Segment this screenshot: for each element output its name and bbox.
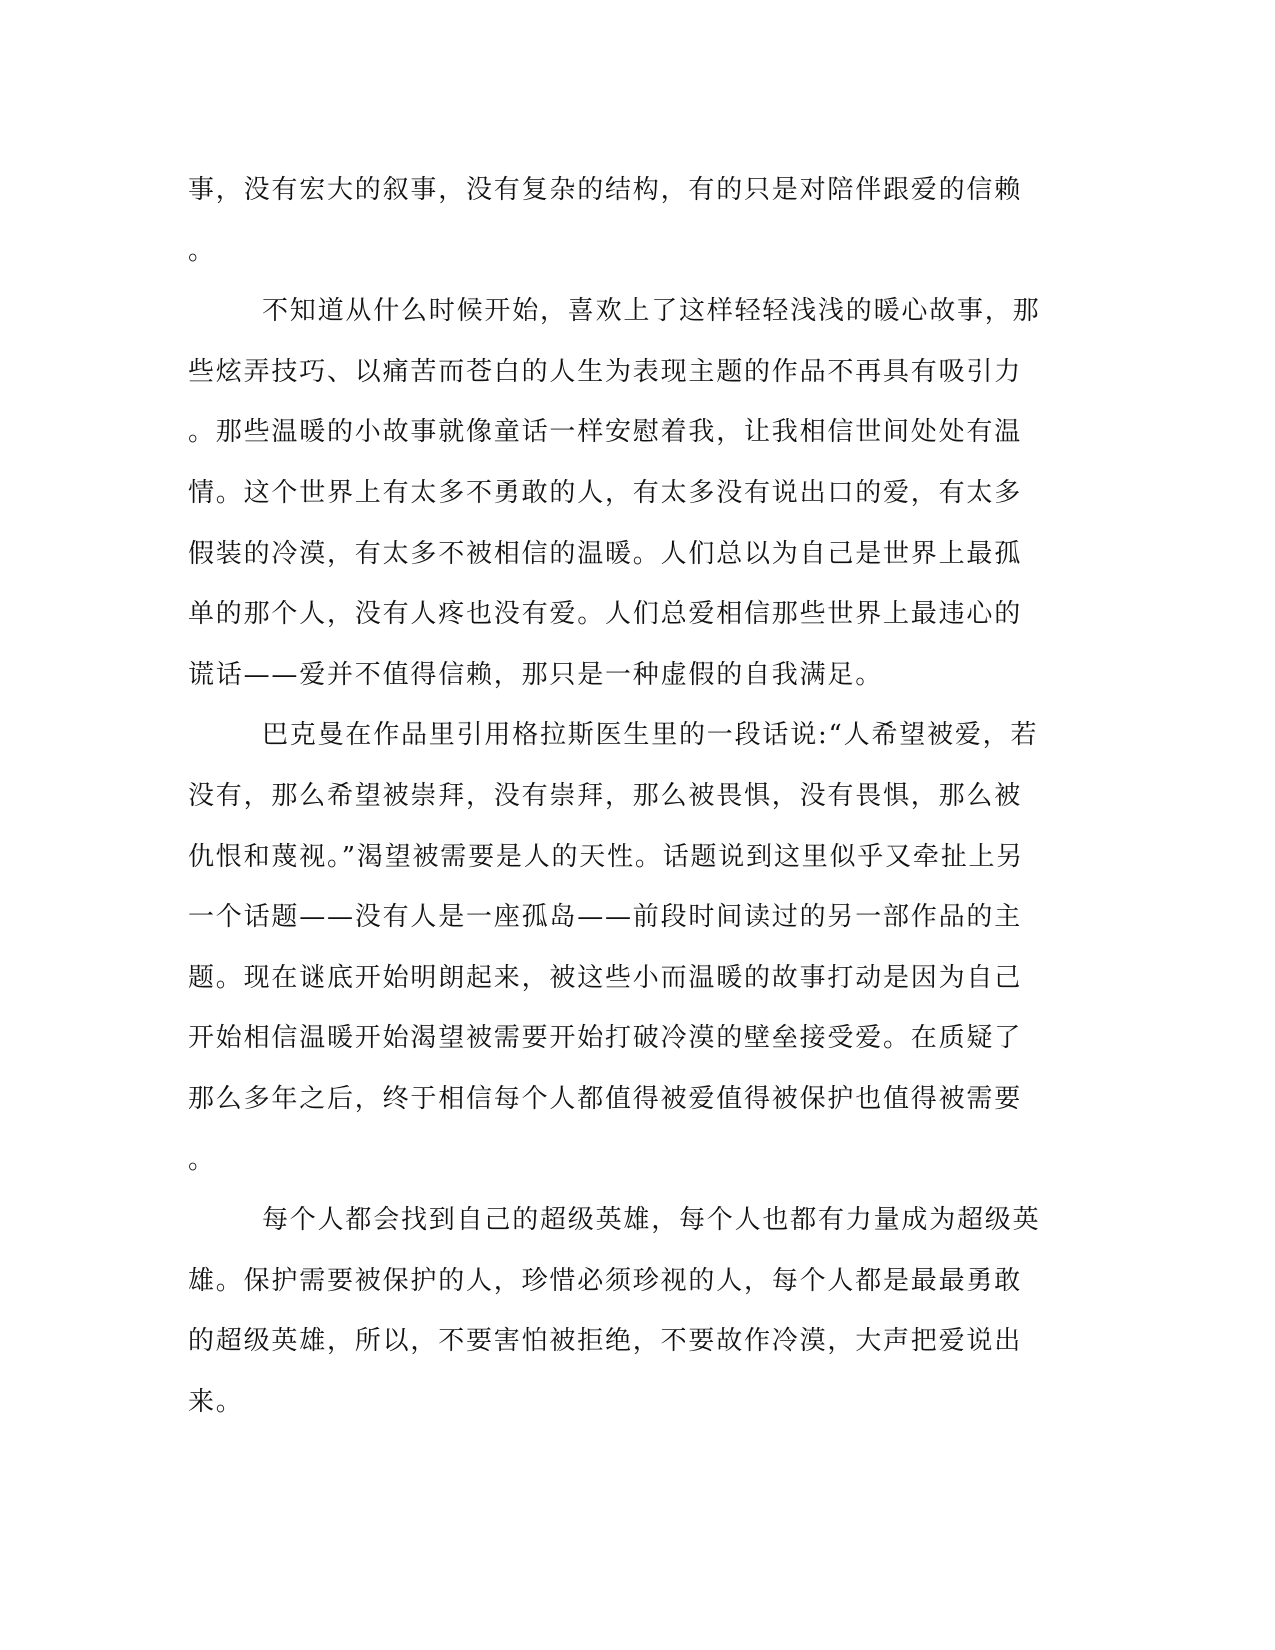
- text-line: 题。现在谜底开始明朗起来，被这些小而温暖的故事打动是因为自己: [188, 962, 1023, 993]
- text-line: 开始相信温暖开始渴望被需要开始打破冷漠的壁垒接受爱。在质疑了: [188, 1023, 1023, 1054]
- text-line: 假装的冷漠，有太多不被相信的温暖。人们总以为自己是世界上最孤: [188, 538, 1023, 569]
- text-line: 单的那个人，没有人疼也没有爱。人们总爱相信那些世界上最违心的: [188, 599, 1023, 630]
- text-line: 。: [188, 235, 216, 266]
- text-line: 一个话题——没有人是一座孤岛——前段时间读过的另一部作品的主: [188, 902, 1023, 933]
- text-line: 来。: [188, 1386, 244, 1417]
- text-line: 谎话——爱并不值得信赖，那只是一种虚假的自我满足。: [188, 659, 884, 690]
- text-line: 雄。保护需要被保护的人，珍惜必须珍视的人，每个人都是最最勇敢: [188, 1265, 1023, 1296]
- paragraph-start-line: 巴克曼在作品里引用格拉斯医生里的一段话说:“人希望被爱，若: [262, 720, 1039, 751]
- paragraph-start-line: 每个人都会找到自己的超级英雄，每个人也都有力量成为超级英: [262, 1205, 1041, 1236]
- paragraph-start-line: 不知道从什么时候开始，喜欢上了这样轻轻浅浅的暖心故事，那: [262, 296, 1041, 327]
- text-line: 仇恨和蔑视。”渴望被需要是人的天性。话题说到这里似乎又牵扯上另: [188, 841, 1025, 872]
- text-line: 。: [188, 1144, 216, 1175]
- text-line: 没有，那么希望被崇拜，没有崇拜，那么被畏惧，没有畏惧，那么被: [188, 780, 1023, 811]
- text-line: 。那些温暖的小故事就像童话一样安慰着我，让我相信世间处处有温: [188, 417, 1023, 448]
- text-line: 事，没有宏大的叙事，没有复杂的结构，有的只是对陪伴跟爱的信赖: [188, 175, 1023, 205]
- text-line: 的超级英雄，所以，不要害怕被拒绝，不要故作冷漠，大声把爱说出: [188, 1326, 1023, 1357]
- text-line: 情。这个世界上有太多不勇敢的人，有太多没有说出口的爱，有太多: [188, 477, 1023, 508]
- body-text: [188, 160, 1068, 1432]
- text-line: 那么多年之后，终于相信每个人都值得被爱值得被保护也值得被需要: [188, 1083, 1023, 1114]
- text-line: 些炫弄技巧、以痛苦而苍白的人生为表现主题的作品不再具有吸引力: [188, 356, 1023, 387]
